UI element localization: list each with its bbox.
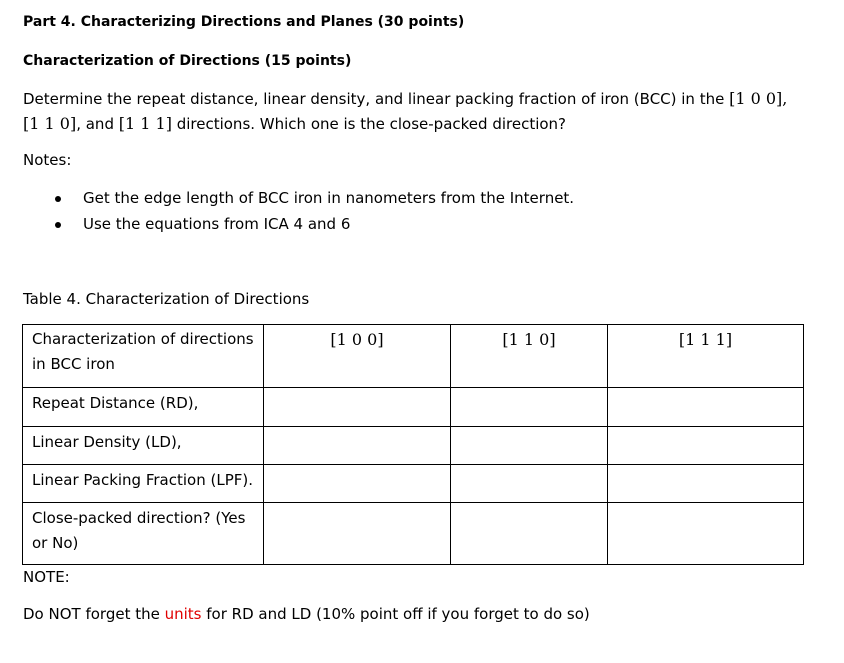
input-cell[interactable] [608,427,804,465]
input-cell[interactable] [451,503,608,565]
header-cell-111 [608,325,804,388]
directions-table [22,324,804,565]
header-direction: [1 0 0] [330,330,384,349]
prompt-question: directions. Which one is the close-packed direction? [171,115,567,133]
row-label-lpf: Linear Packing Fraction (LPF). [23,465,264,503]
header-direction: [1 1 0] [502,330,556,349]
header-direction: [1 1 1] [678,330,733,349]
reminder-text-end: for RD and LD (10% point off if you forget to do so) [201,605,590,623]
input-cell[interactable] [451,388,608,427]
table-row [23,427,804,465]
prompt-connector: , and [76,115,119,133]
row-label-close-packed: Close-packed direction? (Yes or No) [23,503,264,565]
prompt-line-1 [23,89,787,108]
input-cell[interactable] [264,465,451,503]
input-cell[interactable] [264,503,451,565]
row-label-rd: Repeat Distance (RD), [23,388,264,427]
table-caption: Table 4. Characterization of Directions [23,290,310,308]
direction-110: [1 1 0] [23,114,77,133]
header-label-cell: Characterization of directions in BCC iron [23,325,264,388]
input-cell[interactable] [608,503,804,565]
reminder-text: Do NOT forget the [23,605,165,623]
input-cell[interactable] [264,388,451,427]
note-item-equations: Use the equations from ICA 4 and 6 [83,215,351,233]
notes-label: Notes: [23,151,72,169]
units-highlight: units [164,605,202,623]
input-cell[interactable] [608,465,804,503]
input-cell[interactable] [451,427,608,465]
section-title: Characterization of Directions (15 points) [23,53,352,69]
bullet-icon [55,196,61,202]
table-row [23,465,804,503]
table-row [23,503,804,565]
table-row [23,388,804,427]
units-reminder [23,605,590,623]
note-label: NOTE: [23,568,70,586]
input-cell[interactable] [608,388,804,427]
row-label-ld: Linear Density (LD), [23,427,264,465]
input-cell[interactable] [264,427,451,465]
table-header-row [23,325,804,388]
input-cell[interactable] [451,465,608,503]
direction-111: [1 1 1] [118,114,172,133]
header-cell-110 [451,325,608,388]
direction-100: [1 0 0], [729,89,788,108]
header-cell-100 [264,325,451,388]
prompt-text: Determine the repeat distance, linear density, and linear packing fraction of iron (BCC) in the [23,90,730,108]
part-title: Part 4. Characterizing Directions and Planes (30 points) [23,14,465,30]
note-item-edge-length: Get the edge length of BCC iron in nanometers from the Internet. [83,189,575,207]
prompt-line-2 [23,114,566,133]
bullet-icon [55,222,61,228]
